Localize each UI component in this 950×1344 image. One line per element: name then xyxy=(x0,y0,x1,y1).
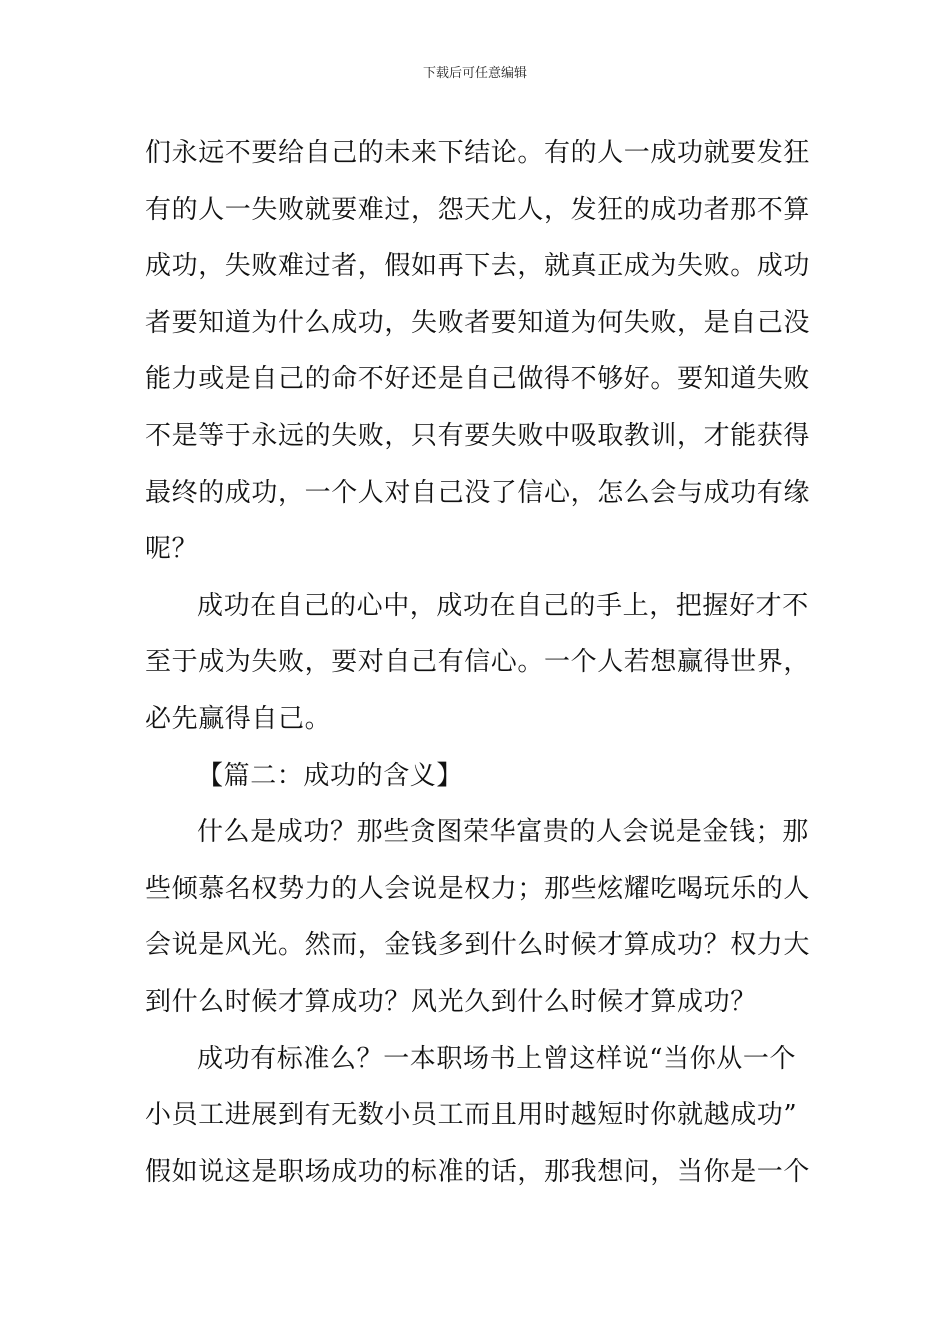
document-body xyxy=(145,125,817,1200)
text-line: 呢？ xyxy=(145,534,199,565)
text-line: 们永远不要给自己的未来下结论。有的人一成功就要发狂 xyxy=(145,138,811,168)
text-line: 最终的成功，一个人对自己没了信心，怎么会与成功有缘 xyxy=(145,477,811,508)
text-line: 会说是风光。然而，金钱多到什么时候才算成功？权力大 xyxy=(145,930,811,961)
text-line: 成功，失败难过者，假如再下去，就真正成为失败。成功 xyxy=(145,251,811,282)
text-line: 假如说这是职场成功的标准的话，那我想问，当你是一个 xyxy=(145,1156,811,1187)
text-line: 有的人一失败就要难过，怨天尤人，发狂的成功者那不算 xyxy=(145,194,811,225)
text-line: 不是等于永远的失败，只有要失败中吸取教训，才能获得 xyxy=(145,420,811,451)
paragraph-4 xyxy=(145,1031,817,1201)
paragraph-2 xyxy=(145,578,817,748)
text-line: 成功在自己的心中，成功在自己的手上，把握好才不 xyxy=(197,590,809,621)
text-line: 成功有标准么？一本职场书上曾这样说“当你从一个 xyxy=(197,1043,797,1074)
text-line: 到什么时候才算成功？风光久到什么时候才算成功？ xyxy=(145,986,757,1017)
paragraph-1 xyxy=(145,125,817,578)
text-line: 者要知道为什么成功，失败者要知道为何失败，是自己没 xyxy=(145,307,811,338)
text-line: 什么是成功？那些贪图荣华富贵的人会说是金钱；那 xyxy=(197,817,809,848)
text-line: 必先赢得自己。 xyxy=(145,703,332,734)
text-line: 小员工进展到有无数小员工而且用时越短时你就越成功” xyxy=(145,1100,798,1131)
paragraph-3 xyxy=(145,804,817,1030)
heading-line: 【篇二：成功的含义】 xyxy=(197,760,464,791)
section-heading xyxy=(145,748,817,805)
text-line: 至于成为失败，要对自己有信心。一个人若想赢得世界， xyxy=(145,647,811,678)
page-header: 下载后可任意编辑 xyxy=(422,66,527,81)
text-line: 些倾慕名权势力的人会说是权力；那些炫耀吃喝玩乐的人 xyxy=(145,873,811,904)
text-line: 能力或是自己的命不好还是自己做得不够好。要知道失败 xyxy=(145,364,811,395)
